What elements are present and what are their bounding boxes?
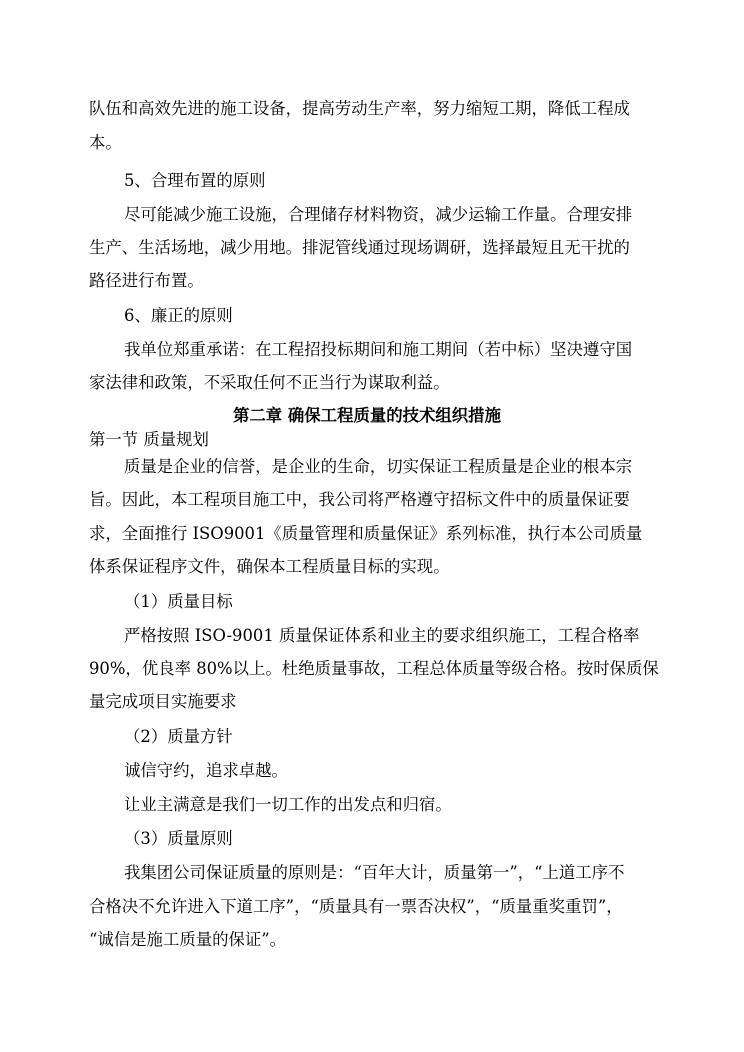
body-line: 求，全面推行 ISO9001《质量管理和质量保证》系列标准，执行本公司质量 bbox=[89, 524, 643, 543]
body-line: 路径进行布置。 bbox=[89, 271, 204, 290]
section-title: 第一节 质量规划 bbox=[89, 430, 209, 449]
subheading-quality-principle: （3）质量原则 bbox=[124, 829, 233, 848]
body-line: 体系保证程序文件，确保本工程质量目标的实现。 bbox=[89, 557, 450, 576]
body-line: 我单位郑重承诺：在工程招投标期间和施工期间（若中标）坚决遵守国 bbox=[124, 340, 633, 359]
body-line: 生产、生活场地，减少用地。排泥管线通过现场调研，选择最短且无干扰的 bbox=[89, 238, 630, 257]
body-line: 严格按照 ISO-9001 质量保证体系和业主的要求组织施工，工程合格率 bbox=[124, 626, 640, 645]
body-line: 家法律和政策，不采取任何不正当行为谋取利益。 bbox=[89, 373, 450, 392]
body-line: 90%，优良率 80%以上。杜绝质量事故，工程总体质量等级合格。按时保质保 bbox=[89, 659, 659, 678]
body-line: 队伍和高效先进的施工设备，提高劳动生产率，努力缩短工期，降低工程成 bbox=[89, 99, 630, 118]
subheading-principle-5: 5、合理布置的原则 bbox=[124, 171, 266, 190]
body-line: 本。 bbox=[89, 133, 122, 152]
chapter-title: 第二章 确保工程质量的技术组织措施 bbox=[233, 406, 501, 425]
body-line: 诚信守约，追求卓越。 bbox=[124, 761, 288, 780]
body-line: 量完成项目实施要求 bbox=[89, 692, 237, 711]
body-line: 旨。因此，本工程项目施工中，我公司将严格遵守招标文件中的质量保证要 bbox=[89, 490, 630, 509]
subheading-quality-goal: （1）质量目标 bbox=[124, 592, 233, 611]
subheading-quality-policy: （2）质量方针 bbox=[124, 727, 233, 746]
body-line: “诚信是施工质量的保证”。 bbox=[89, 930, 287, 949]
body-line: 我集团公司保证质量的原则是：“百年大计，质量第一”，“上道工序不 bbox=[124, 863, 625, 882]
body-line: 质量是企业的信誉，是企业的生命，切实保证工程质量是企业的根本宗 bbox=[124, 457, 633, 476]
subheading-principle-6: 6、廉正的原则 bbox=[124, 306, 233, 325]
body-line: 让业主满意是我们一切工作的出发点和归宿。 bbox=[124, 795, 452, 814]
body-line: 合格决不允许进入下道工序”，“质量具有一票否决权”，“质量重奖重罚”， bbox=[89, 897, 623, 916]
body-line: 尽可能减少施工设施，合理储存材料物资，减少运输工作量。合理安排 bbox=[124, 205, 633, 224]
